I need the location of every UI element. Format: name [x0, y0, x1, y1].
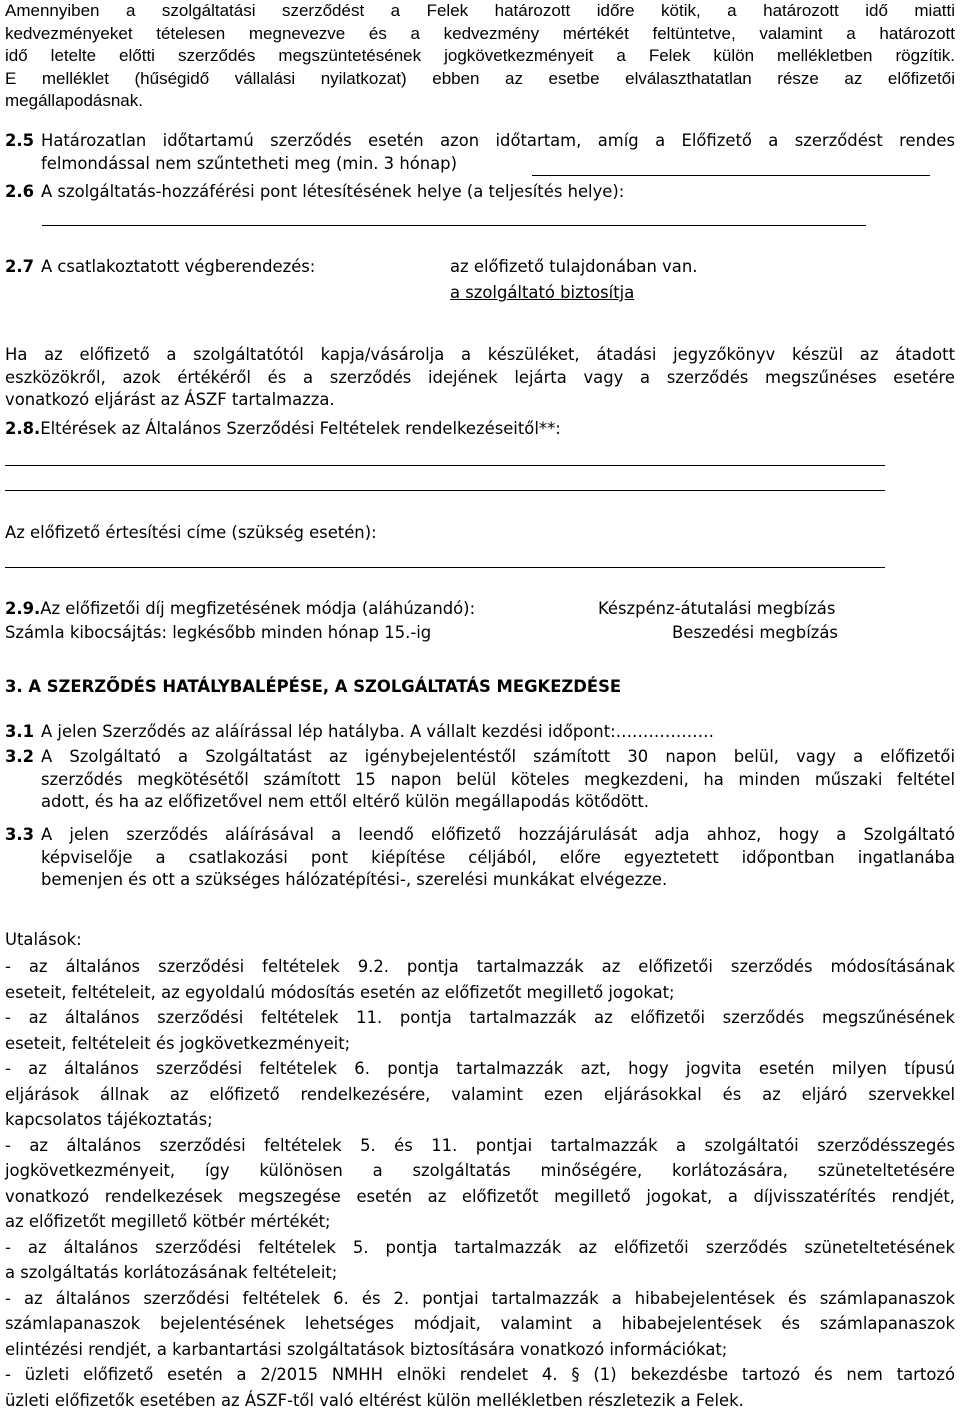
section-2-5	[5, 130, 955, 175]
section-number: 3.1	[5, 721, 34, 744]
device-note-paragraph	[5, 344, 955, 412]
device-option-provider: a szolgáltató biztosítja	[450, 282, 634, 305]
blank-line-deviations-1	[5, 465, 885, 466]
notes-line: - üzleti előfizető esetén a 2/2015 NMHH elnöki rendelet 4. § (1) bekezdésbe tartozó és nem tartozó	[5, 1362, 955, 1388]
payment-method-label: Az előfizetői díj megfizetésének módja (aláhúzandó):	[40, 599, 475, 618]
section-2-8	[5, 418, 561, 441]
section-number: 3.2	[5, 746, 34, 769]
section-number: 2.7	[5, 256, 34, 279]
section-3-1	[5, 721, 955, 744]
notes-line: számlapanaszok bejelentésének lehetséges módjait, valamint a hibabejelentések és számlapanaszok	[5, 1311, 955, 1337]
notes-line: elintézési rendjét, a karbantartási szolgáltatások biztosítására vonatkozó információkat;	[5, 1337, 955, 1363]
section-2-5-line	[5, 153, 955, 176]
section-number: 2.8.	[5, 419, 40, 438]
notes-line: a szolgáltatás korlátozásának feltételeit;	[5, 1260, 955, 1286]
notes-line: jogkövetkezményeit, így különösen a szolgáltatás minőségére, korlátozására, szüneteltetésére	[5, 1158, 955, 1184]
section-number: 2.6	[5, 181, 34, 204]
notes-line: - az általános szerződési feltételek 5. és 11. pontjai tartalmazzák a szolgáltatói szerződésszegés	[5, 1133, 955, 1159]
notes-line: - az általános szerződési feltételek 6. és 2. pontjai tartalmazzák a hibabejelentések és számlapanaszok	[5, 1286, 955, 1312]
device-note-line: Ha az előfizető a szolgáltatótól kapja/vásárolja a készüléket, átadási jegyzőkönyv készül az átadott	[5, 344, 955, 367]
notes-line: üzleti előfizetők esetében az ÁSZF-től való eltérést külön mellékletben részletezik a Felek.	[5, 1388, 955, 1413]
intro-paragraph	[5, 0, 955, 113]
payment-option-transfer: Készpénz-átutalási megbízás	[598, 598, 835, 621]
notes-line: vonatkozó rendelkezések megszegése esetén az előfizetőt megillető jogokat, a díjvisszatérítés rendjét,	[5, 1184, 955, 1210]
intro-line: megállapodásnak.	[5, 90, 955, 113]
notes-line: eseteit, feltételeit és jogkövetkezményeit;	[5, 1031, 955, 1057]
notes-list	[5, 954, 955, 1413]
notes-line: eljárások állnak az előfizető rendelkezésére, valamint ezen eljárásokkal és az eljáró szervekkel	[5, 1082, 955, 1108]
section-number: 2.5	[5, 130, 34, 153]
intro-line: Amennyiben a szolgáltatási szerződést a Felek határozott időre kötik, a határozott idő miatti	[5, 0, 955, 23]
section-3-2-line: A Szolgáltató a Szolgáltatást az igénybejelentéstől számított 30 napon belül, vagy a előfizetői	[5, 746, 955, 769]
intro-line: kedvezményeket tételesen megnevezve és a kedvezmény mértékét feltüntetve, valamint a határozott	[5, 23, 955, 46]
section-2-5-text: felmondással nem szűntetheti meg (min. 3 hónap)	[41, 154, 457, 173]
section-number: 3.3	[5, 824, 34, 847]
device-label: A csatlakoztatott végberendezés:	[5, 256, 955, 279]
blank-line-notify-address	[5, 567, 885, 568]
blank-line-min-period	[532, 175, 930, 176]
intro-line: E melléklet (hűségidő vállalási nyilatkozat) ebben az esetbe elválaszthatatlan része az előfizetői	[5, 68, 955, 91]
notes-line: kapcsolatos tájékoztatás;	[5, 1107, 955, 1133]
section-3-3-line: bemenjen és ott a szükséges hálózatépítési-, szerelési munkákat elvégezze.	[5, 869, 955, 892]
section-2-9	[5, 598, 475, 621]
device-note-line: vonatkozó eljárást az ÁSZF tartalmazza.	[5, 389, 955, 412]
section-3-2	[5, 746, 955, 814]
section-3-title: 3. A SZERZŐDÉS HATÁLYBALÉPÉSE, A SZOLGÁLTATÁS MEGKEZDÉSE	[5, 676, 621, 699]
section-3-3-line: A jelen szerződés aláírásával a leendő előfizető hozzájárulását adja ahhoz, hogy a Szolgáltató	[5, 824, 955, 847]
section-3-1-text: A jelen Szerződés az aláírással lép hatályba. A vállalt kezdési időpont:………………	[5, 721, 955, 744]
notes-title: Utalások:	[5, 929, 82, 952]
notify-address-label: Az előfizető értesítési címe (szükség esetén):	[5, 522, 377, 545]
section-2-8-text: Eltérések az Általános Szerződési Feltételek rendelkezéseitől**:	[40, 419, 561, 438]
section-3-2-line: adott, és ha az előfizetővel nem ettől eltérő külön megállapodás kötődött.	[5, 791, 955, 814]
section-number: 2.9.	[5, 599, 40, 618]
device-option-owned: az előfizető tulajdonában van.	[450, 256, 697, 279]
section-2-6-text: A szolgáltatás-hozzáférési pont létesítésének helye (a teljesítés helye):	[5, 181, 955, 204]
notes-line: - az általános szerződési feltételek 9.2. pontja tartalmazzák az előfizetői szerződés módosításának	[5, 954, 955, 980]
blank-line-service-point	[42, 225, 866, 226]
section-2-5-line: Határozatlan időtartamú szerződés esetén azon időtartam, amíg a Előfizető a szerződést rendes	[5, 130, 955, 153]
notes-line: - az általános szerződési feltételek 11. pontja tartalmazzák az előfizetői szerződés megszűnésének	[5, 1005, 955, 1031]
notes-line: az előfizetőt megillető kötbér mértékét;	[5, 1209, 955, 1235]
invoice-issue-text: Számla kibocsájtás: legkésőbb minden hónap 15.-ig	[5, 622, 431, 645]
notes-line: - az általános szerződési feltételek 6. pontja tartalmazzák azt, hogy jogvita esetén milyen típusú	[5, 1056, 955, 1082]
section-3-3	[5, 824, 955, 892]
intro-line: idő letelte előtti szerződés megszüntetésének jogkövetkezményeit a Felek külön mellékletben rögzítik.	[5, 45, 955, 68]
section-3-3-line: képviselője a csatlakozási pont kiépítése céljából, előre egyeztetett időpontban ingatlanába	[5, 847, 955, 870]
section-3-2-line: szerződés megkötésétől számított 15 napon belül köteles megkezdeni, ha minden műszaki feltétel	[5, 769, 955, 792]
notes-line: - az általános szerződési feltételek 5. pontja tartalmazzák az előfizetői szerződés szüneteltetésének	[5, 1235, 955, 1261]
notes-line: eseteit, feltételeit, az egyoldalú módosítás esetén az előfizetőt megillető jogokat;	[5, 980, 955, 1006]
device-note-line: eszközökről, azok értékéről és a szerződés idejének lejárta vagy a szerződés megszűnéses esetére	[5, 367, 955, 390]
section-2-6	[5, 181, 955, 204]
blank-line-deviations-2	[5, 490, 885, 491]
payment-option-direct-debit: Beszedési megbízás	[672, 622, 838, 645]
